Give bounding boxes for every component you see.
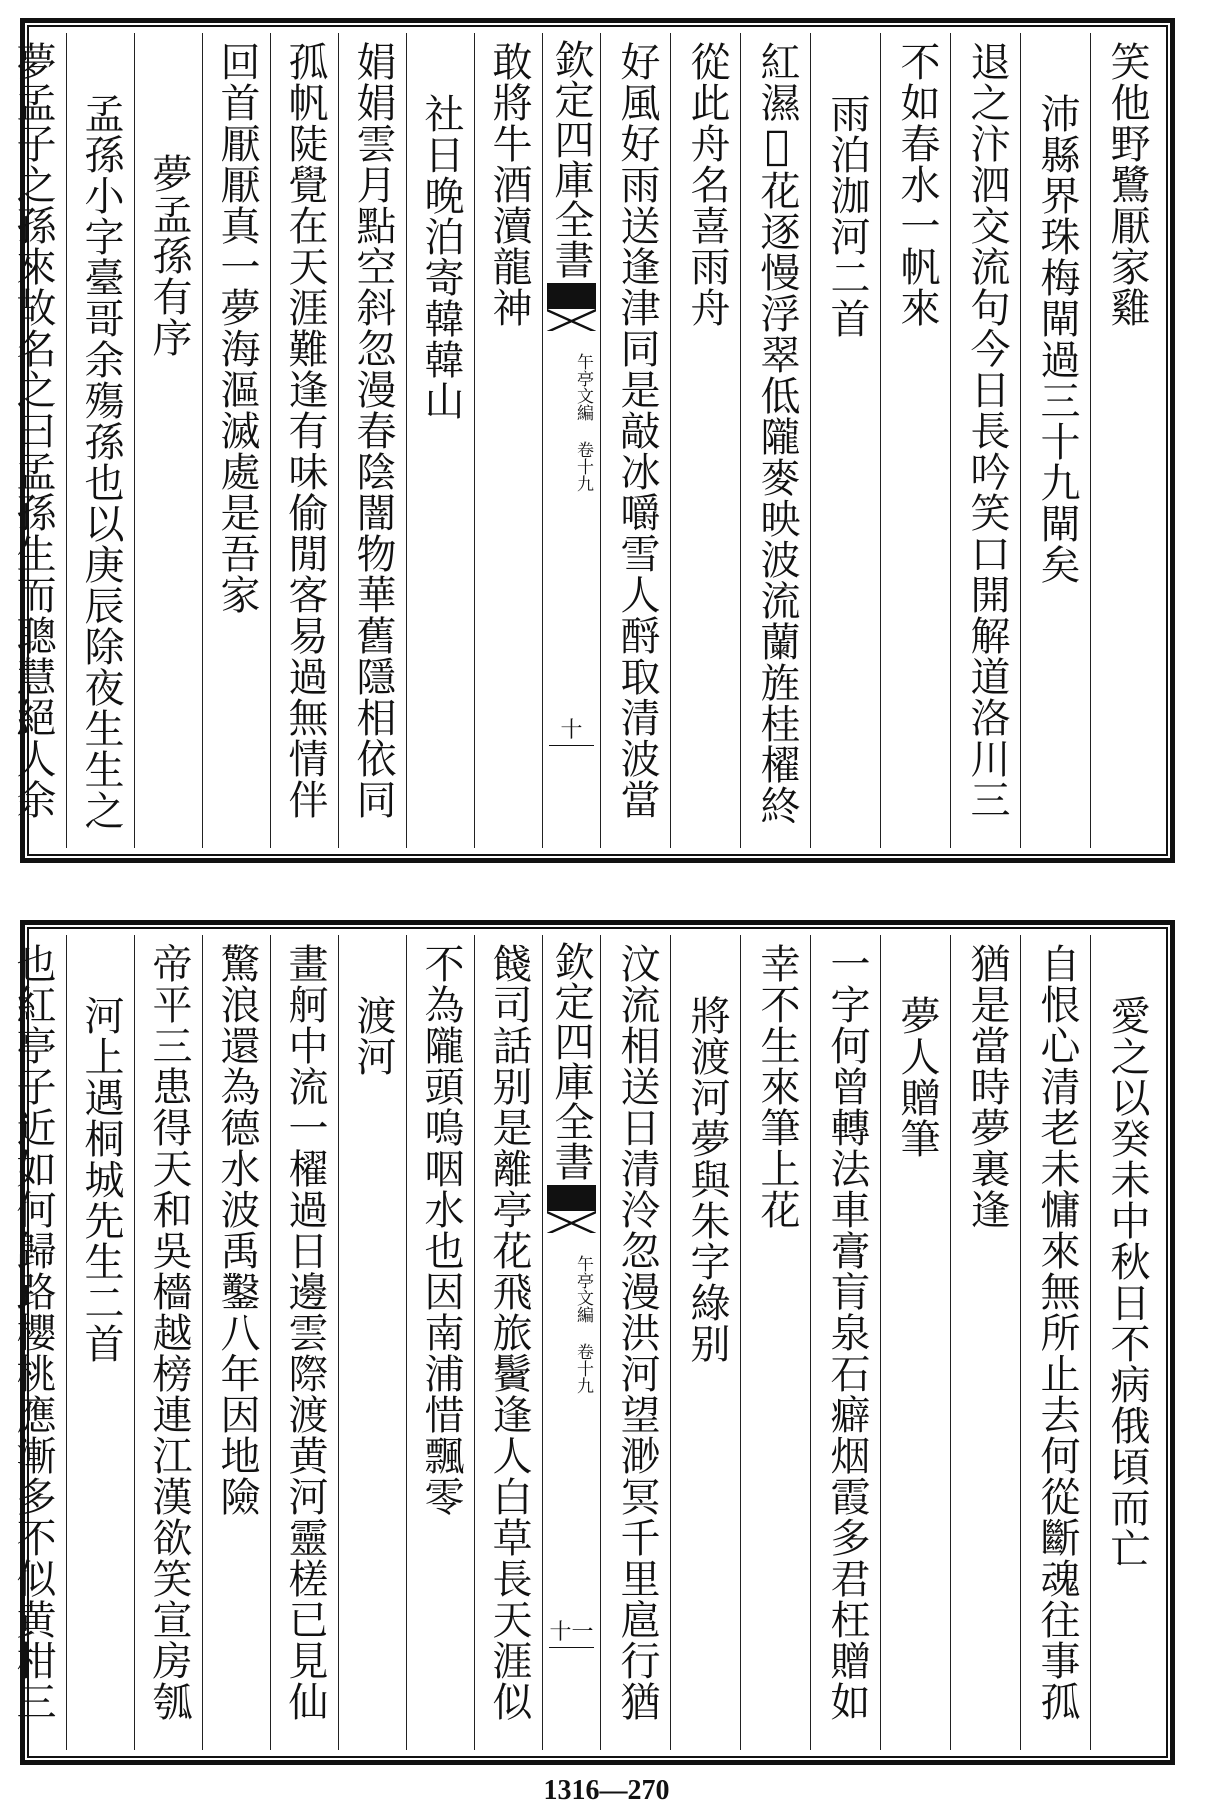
text-column: 回首厭厭真一夢海漚滅處是吾家 (202, 33, 270, 848)
text-column: 從此舟名喜雨舟 (670, 33, 740, 848)
center-gutter (542, 935, 600, 1750)
text-column: 驚浪還為德水波禹鑿八年因地險 (202, 935, 270, 1750)
gutter-title: 欽定四庫全書 (548, 941, 594, 1181)
text-column: 渡河 (338, 935, 406, 1750)
fish-tail-mark (547, 283, 596, 309)
text-column: 愛之以癸未中秋日不病俄頃而亡 (1090, 935, 1160, 1750)
text-column: 夢孟子之孫來故名之曰孟孫生而聰慧絕人余 (10, 41, 56, 820)
text-column: 也紅亭子近如何歸路櫻桃應漸多不似黄柑三 (10, 943, 56, 1722)
text-column: 夢孟孫有序 (134, 33, 202, 848)
text-column: 敢將牛酒瀆龍神 (474, 33, 542, 848)
text-column: 河上遇桐城先生二首 (66, 935, 134, 1750)
text-column: 孤帆陡覺在天涯難逢有味偷閒客易過無情伴 (270, 33, 338, 848)
text-column: 幸不生來筆上花 (740, 935, 810, 1750)
gutter-volume: 午亭文編 卷十九 (573, 1255, 593, 1394)
text-column: 雨泊泇河二首 (810, 33, 880, 848)
page-number: 1316—270 (543, 1775, 670, 1806)
text-column: 娟娟雲月點空斜忽漫春陰闇物華舊隱相依同 (338, 33, 406, 848)
leaf-number: 十 (560, 718, 583, 743)
gutter-volume: 午亭文編 卷十九 (573, 353, 593, 492)
text-column: 夢人贈筆 (880, 935, 950, 1750)
text-column: 自恨心清老未慵來無所止去何從斷魂往事孤 (1020, 935, 1090, 1750)
leaf-rule (549, 1647, 594, 1648)
leaf-rule (549, 745, 594, 746)
text-column: 退之汴泗交流句今日長吟笑口開解道洛川三 (950, 33, 1020, 848)
text-column: 畫舸中流一櫂過日邊雲際渡黄河靈槎已見仙 (270, 935, 338, 1750)
text-column: 將渡河夢與朱字綠别 (670, 935, 740, 1750)
top-columns (10, 33, 1160, 848)
text-column: 好風好雨送逢津同是敲冰嚼雪人酹取清波當 (600, 33, 670, 848)
gutter-title: 欽定四庫全書 (548, 39, 594, 279)
center-gutter (542, 33, 600, 848)
text-column: 沛縣界珠梅閘過三十九閘矣 (1020, 33, 1090, 848)
text-column: 不為隴頭嗚咽水也因南浦惜飄零 (406, 935, 474, 1750)
text-column: 紅濕𮣨花逐慢浮翠低隴麥映波流蘭旌桂櫂終 (740, 33, 810, 848)
text-column: 帝平三患得天和吳檣越榜連江漢欲笑宣房瓠 (134, 935, 202, 1750)
text-column: 孟孫小字臺哥余殤孫也以庚辰除夜生生之 (66, 33, 134, 848)
leaf-number: 十一 (549, 1620, 594, 1645)
bottom-page-panel (10, 920, 1175, 1765)
bottom-columns (10, 935, 1160, 1750)
text-column: 汶流相送日清泠忽漫洪河望渺冥千里扈行猶 (600, 935, 670, 1750)
text-column: 笑他野鷺厭家雞 (1090, 33, 1160, 848)
text-column: 不如春水一帆來 (880, 33, 950, 848)
fish-tail-mark (547, 1185, 596, 1211)
text-column: 餞司話别是離亭花飛旅鬢逢人白草長天涯似 (474, 935, 542, 1750)
top-page-panel (10, 18, 1175, 863)
text-column: 社日晚泊寄韓韓山 (406, 33, 474, 848)
text-column: 一字何曾轉法車膏肓泉石癖烟霞多君枉贈如 (810, 935, 880, 1750)
text-column: 猶是當時夢裏逢 (950, 935, 1020, 1750)
